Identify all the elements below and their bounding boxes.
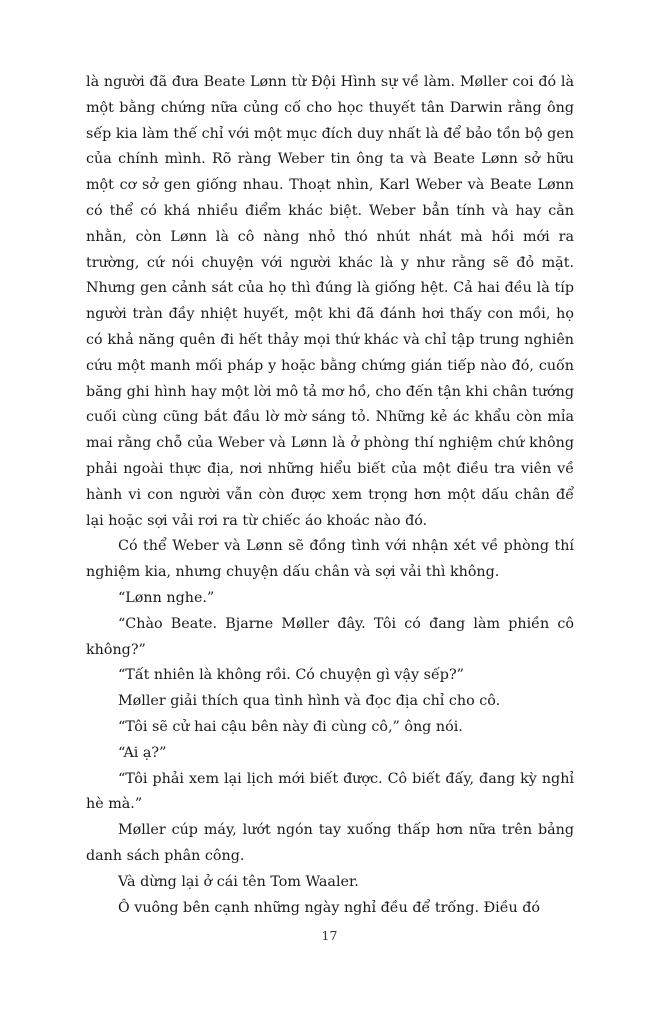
dialogue-line: “Tôi sẽ cử hai cậu bên này đi cùng cô,” ông nói. — [118, 718, 463, 735]
dialogue-line: “Tất nhiên là không rồi. Có chuyện gì vậy sếp?” — [118, 667, 464, 684]
page-number: 17 — [321, 928, 338, 943]
dialogue-line: “Chào Beate. Bjarne Møller đây. Tôi có đang làm phiền cô không?” — [86, 615, 574, 658]
body-text — [86, 70, 574, 921]
dialogue-line: “Tôi phải xem lại lịch mới biết được. Cô biết đấy, đang kỳ nghỉ hè mà.” — [86, 770, 574, 813]
paragraph: Có thể Weber và Lønn sẽ đồng tình với nhận xét về phòng thí nghiệm kia, nhưng chuyện dấu chân và sợi vải thì không. — [86, 538, 574, 581]
paragraph: Ô vuông bên cạnh những ngày nghỉ đều để trống. Điều đó — [118, 899, 541, 916]
paragraph: Møller cúp máy, lướt ngón tay xuống thấp hơn nữa trên bảng danh sách phân công. — [86, 822, 574, 864]
dialogue-line: “Lønn nghe.” — [118, 589, 215, 606]
dialogue-line: “Ai ạ?” — [118, 744, 167, 761]
paragraph-continued: là người đã đưa Beate Lønn từ Đội Hình sự về làm. Møller coi đó là một bằng chứng nữa củng cố cho học thuyết tân Darwin rằng ông sếp kia làm thế chỉ với một mục đích duy nhất là để bảo tồn bộ gen của chính mình. Rõ ràng Weber tin ông ta và Beate Lønn sở hữu một cơ sở gen giống nhau. Thoạt nhìn, Karl Weber và Beate Lønn có thể có khá nhiều điểm khác biệt. Weber bẳn tính và hay cằn nhằn, còn Lønn là cô nàng nhỏ thó nhút nhát mà hồi mới ra trường, cứ nói chuyện với người khác là y như rằng sẽ đỏ mặt. Nhưng gen cảnh sát của họ thì đúng là giống hệt. Cả hai đều là típ người tràn đầy nhiệt huyết, một khi đã đánh hơi thấy con mồi, họ có khả năng quên đi hết thảy mọi thứ khác và chỉ tập trung nghiên cứu một manh mối pháp y hoặc bằng chứng gián tiếp nào đó, cuốn băng ghi hình hay một lời mô tả mơ hồ, cho đến tận khi chân tướng cuối cùng cũng bắt đầu lờ mờ sáng tỏ. Những kẻ ác khẩu còn mỉa mai rằng chỗ của Weber và Lønn là ở phòng thí nghiệm chứ không phải ngoài thực địa, nơi những hiểu biết của một điều tra viên về hành vi con người vẫn còn được xem trọng hơn một dấu chân để lại hoặc sợi vải rơi ra từ chiếc áo khoác nào đó. — [86, 74, 574, 529]
paragraph: Và dừng lại ở cái tên Tom Waaler. — [118, 873, 359, 890]
paragraph: Møller giải thích qua tình hình và đọc địa chỉ cho cô. — [118, 693, 501, 710]
